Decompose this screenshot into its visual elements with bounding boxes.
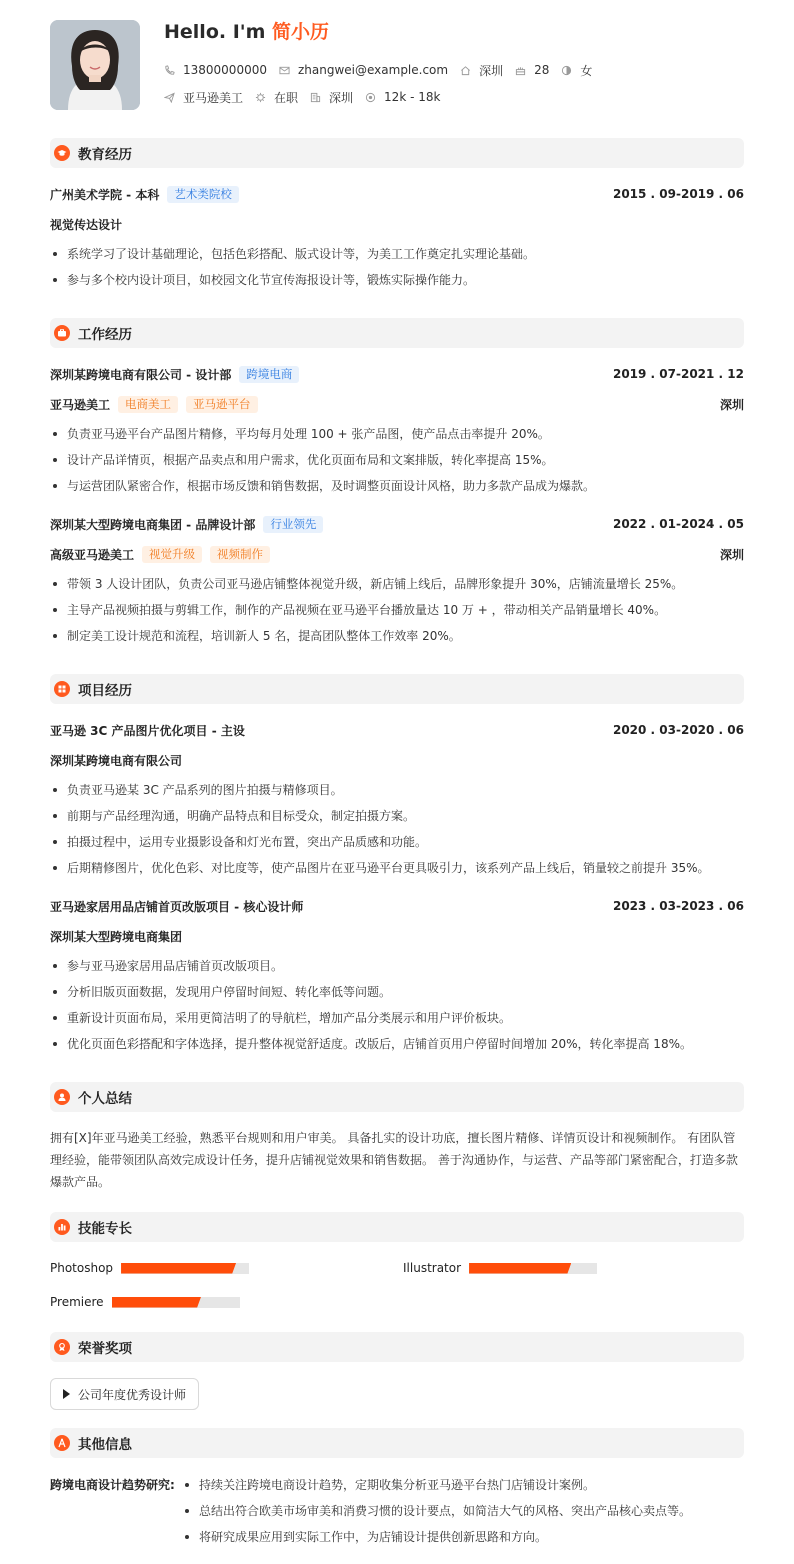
section-title: 教育经历: [78, 147, 132, 163]
skill-name: Premiere: [50, 1295, 104, 1309]
list-item: 负责亚马逊平台产品图片精修，平均每月处理 100 + 张产品图，使产品点击率提升 20%。: [50, 425, 744, 451]
user-icon: [54, 1089, 70, 1105]
company-tag: 跨境电商: [239, 366, 299, 383]
job-text: 亚马逊美工: [183, 90, 244, 105]
section-title: 技能专长: [78, 1221, 132, 1237]
list-item: 分析旧版页面数据，发现用户停留时间短、转化率低等问题。: [50, 983, 744, 1009]
section-summary: [50, 1082, 744, 1112]
major-row: [50, 215, 744, 233]
section-education: [50, 138, 744, 168]
city-text: 深圳: [479, 63, 504, 78]
skill-name: Illustrator: [403, 1261, 462, 1275]
section-title: 个人总结: [78, 1091, 132, 1107]
role-tag: 视觉升级: [142, 546, 202, 563]
list-item: 与运营团队紧密合作，根据市场反馈和销售数据，及时调整页面设计风格，助力多款产品成为爆款。: [50, 477, 744, 503]
section-title: 其他信息: [78, 1437, 132, 1453]
work-date: 2019 . 07-2021 . 12: [612, 367, 744, 381]
phone-icon: [164, 65, 175, 76]
email-item: [279, 62, 448, 78]
resume-page: [50, 0, 744, 1544]
skill-photoshop: [50, 1260, 249, 1276]
project-name: 亚马逊 3C 产品图片优化项目 - 主设: [50, 723, 245, 738]
compass-icon: [54, 1435, 70, 1451]
mail-icon: [279, 65, 290, 76]
major-name: 视觉传达设计: [50, 217, 123, 232]
list-item: 带领 3 人设计团队，负责公司亚马逊店铺整体视觉升级，新店铺上线后，品牌形象提升 30%，店铺流量增长 25%。: [50, 575, 744, 601]
project-header-row: [50, 721, 744, 739]
building-icon: [310, 92, 321, 103]
work-company-row: [50, 365, 744, 383]
award-item: [50, 1378, 199, 1410]
role-tag: 视频制作: [210, 546, 270, 563]
list-item: 前期与产品经理沟通，明确产品特点和目标受众，制定拍摄方案。: [50, 807, 744, 833]
project-date: 2020 . 03-2020 . 06: [612, 723, 744, 737]
project-org-row: [50, 751, 744, 769]
gender-text: 女: [580, 63, 593, 78]
status-text: 在职: [274, 90, 299, 105]
section-title: 工作经历: [78, 327, 132, 343]
project-header-row: [50, 897, 744, 915]
send-icon: [164, 92, 175, 103]
role-name: 高级亚马逊美工: [50, 547, 135, 562]
gender-icon: [561, 65, 572, 76]
work-bullets: [50, 425, 744, 503]
education-date: 2015 . 09-2019 . 06: [612, 187, 744, 201]
list-item: 将研究成果应用到实际工作中，为店铺设计提供创新思路和方向。: [182, 1528, 691, 1554]
project-bullets: [50, 781, 744, 885]
skill-bar-fill: [469, 1263, 571, 1274]
list-item: 负责亚马逊某 3C 产品系列的图片拍摄与精修项目。: [50, 781, 744, 807]
summary-line: 拥有[X]年亚马逊美工经验，熟悉平台规则和用户审美。 具备扎实的设计功底，擅长图片精修、详情页设计和视频制作。 有团队管: [50, 1131, 736, 1145]
project-org: 深圳某大型跨境电商集团: [50, 929, 183, 944]
city-item: [460, 62, 503, 78]
list-item: 设计产品详情页，根据产品卖点和用户需求，优化页面布局和文案排版，转化率提高 15%。: [50, 451, 744, 477]
list-item: 优化页面色彩搭配和字体选择，提升整体视觉舒适度。改版后，店铺首页用户停留时间增加 20%，转化率提高 18%。: [50, 1035, 744, 1061]
salary-icon: [365, 92, 376, 103]
skill-bar: [112, 1297, 240, 1308]
summary-line: 理经验，能带领团队高效完成设计任务，提升店铺视觉效果和销售数据。 善于沟通协作，与运营、产品等部门紧密配合，打造多款: [50, 1153, 738, 1167]
work-date: 2022 . 01-2024 . 05: [612, 517, 744, 531]
work-role-row: [50, 545, 744, 563]
contact-row: [164, 62, 604, 78]
education-bullets: [50, 245, 744, 297]
age-item: [515, 62, 549, 78]
work-bullets: [50, 575, 744, 653]
skill-bar: [469, 1263, 597, 1274]
skill-name: Photoshop: [50, 1261, 114, 1275]
section-title: 荣誉奖项: [78, 1341, 132, 1357]
section-other: [50, 1428, 744, 1458]
project-name: 亚马逊家居用品店铺首页改版项目 - 核心设计师: [50, 899, 304, 914]
list-item: 参与多个校内设计项目，如校园文化节宣传海报设计等，锻炼实际操作能力。: [50, 271, 744, 297]
target-city-item: [310, 89, 353, 105]
list-item: 主导产品视频拍摄与剪辑工作，制作的产品视频在亚马逊平台播放量达 10 万 + ，带动相关产品销量增长 40%。: [50, 601, 744, 627]
other-label: 跨境电商设计趋势研究:: [50, 1478, 175, 1492]
project-org: 深圳某跨境电商有限公司: [50, 753, 183, 768]
skill-premiere: [50, 1294, 240, 1310]
company-name: 深圳某跨境电商有限公司 - 设计部: [50, 367, 232, 382]
skill-illustrator: [403, 1260, 597, 1276]
graduation-cap-icon: [54, 145, 70, 161]
project-org-row: [50, 927, 744, 945]
home-icon: [460, 65, 471, 76]
age-icon: [515, 65, 526, 76]
section-title: 项目经历: [78, 683, 132, 699]
play-icon: [63, 1389, 70, 1399]
grid-icon: [54, 681, 70, 697]
list-item: 制定美工设计规范和流程，培训新人 5 名，提高团队整体工作效率 20%。: [50, 627, 744, 653]
avatar: [50, 20, 140, 110]
project-bullets: [50, 957, 744, 1061]
skill-bar-fill: [121, 1263, 236, 1274]
target-city-text: 深圳: [329, 90, 354, 105]
salary-text: 12k - 18k: [384, 90, 441, 104]
company-name: 深圳某大型跨境电商集团 - 品牌设计部: [50, 517, 256, 532]
skill-bar-fill: [112, 1297, 202, 1308]
list-item: 拍摄过程中，运用专业摄影设备和灯光布置，突出产品质感和功能。: [50, 833, 744, 859]
summary-text: [50, 1127, 744, 1193]
school-name: 广州美术学院 - 本科: [50, 187, 160, 202]
school-tag: 艺术类院校: [167, 186, 239, 203]
list-item: 后期精修图片，优化色彩、对比度等，使产品图片在亚马逊平台更具吸引力，该系列产品上线后，销量较之前提升 35%。: [50, 859, 744, 885]
salary-item: [365, 89, 440, 105]
list-item: 参与亚马逊家居用品店铺首页改版项目。: [50, 957, 744, 983]
list-item: 重新设计页面布局，采用更简洁明了的导航栏，增加产品分类展示和用户评价板块。: [50, 1009, 744, 1035]
gender-item: [561, 62, 592, 78]
status-icon: [255, 92, 266, 103]
skill-bar: [121, 1263, 249, 1274]
section-projects: [50, 674, 744, 704]
summary-line: 爆款产品。: [50, 1175, 111, 1189]
list-item: 系统学习了设计基础理论，包括色彩搭配、版式设计等，为美工工作奠定扎实理论基础。: [50, 245, 744, 271]
phone-text: 13800000000: [183, 63, 267, 77]
work-company-row: [50, 515, 744, 533]
role-tag: 亚马逊平台: [186, 396, 258, 413]
bar-chart-icon: [54, 1219, 70, 1235]
section-awards: [50, 1332, 744, 1362]
award-text: 公司年度优秀设计师: [78, 1387, 187, 1402]
other-bullets: [182, 1476, 691, 1554]
age-text: 28: [534, 63, 550, 77]
section-skills: [50, 1212, 744, 1242]
section-work: [50, 318, 744, 348]
role-name: 亚马逊美工: [50, 397, 111, 412]
candidate-name: 简小历: [272, 21, 330, 43]
project-date: 2023 . 03-2023 . 06: [612, 899, 744, 913]
greeting-title: [164, 20, 329, 44]
company-tag: 行业领先: [263, 516, 323, 533]
intent-row: [164, 89, 452, 105]
job-item: [164, 89, 243, 105]
award-icon: [54, 1339, 70, 1355]
resume-header: [50, 0, 744, 130]
list-item: 总结出符合欧美市场审美和消费习惯的设计要点，如简洁大气的风格、突出产品核心卖点等。: [182, 1502, 691, 1528]
work-role-row: [50, 395, 744, 413]
phone-item: [164, 62, 267, 78]
education-header-row: [50, 185, 744, 203]
work-city: 深圳: [719, 547, 744, 562]
role-tag: 电商美工: [118, 396, 178, 413]
status-item: [255, 89, 298, 105]
email-text: zhangwei@example.com: [297, 63, 449, 77]
work-city: 深圳: [719, 397, 744, 412]
greeting-text: Hello. I'm: [164, 21, 272, 43]
list-item: 持续关注跨境电商设计趋势，定期收集分析亚马逊平台热门店铺设计案例。: [182, 1476, 691, 1502]
briefcase-icon: [54, 325, 70, 341]
